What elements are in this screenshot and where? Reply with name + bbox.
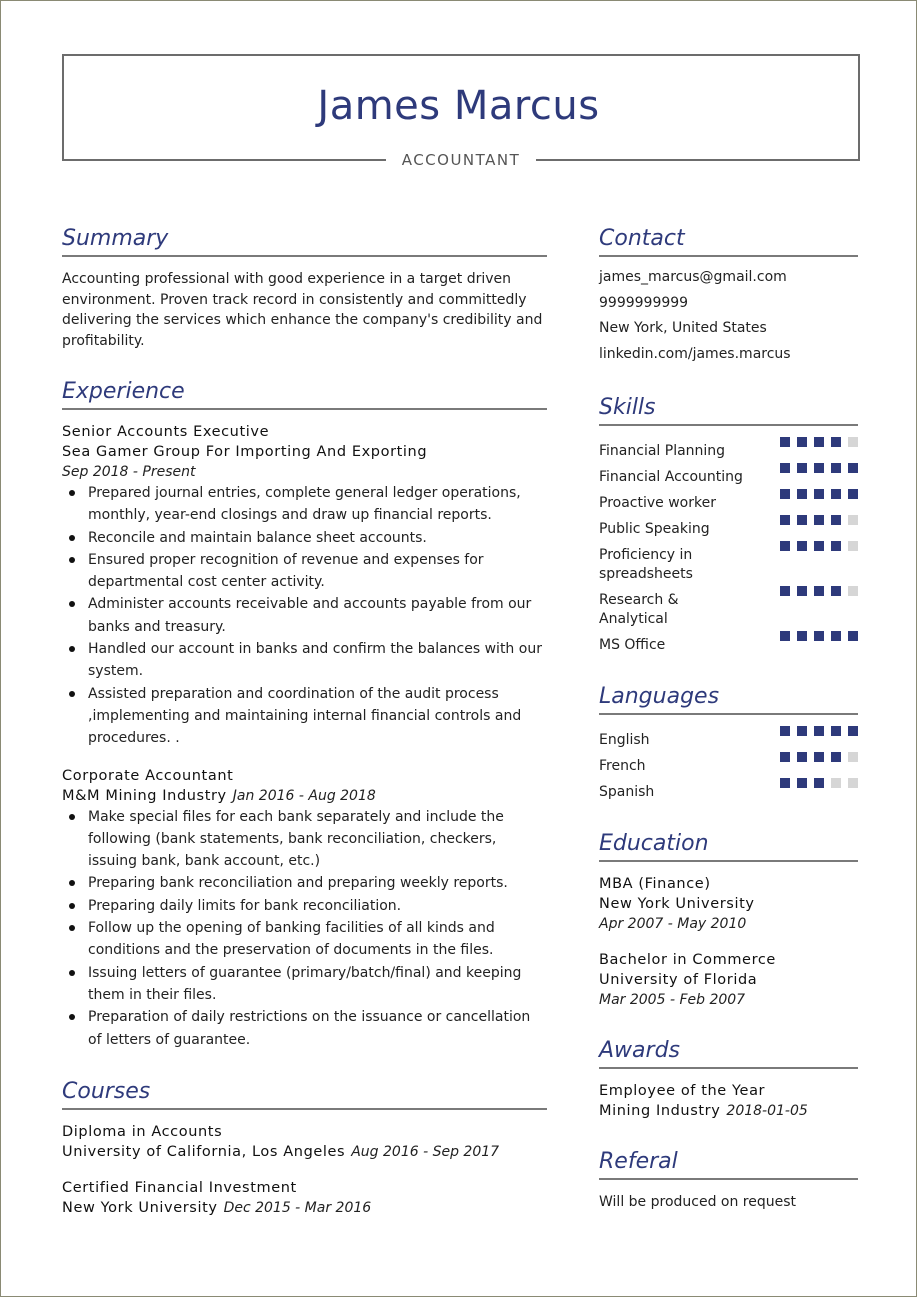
rating-dot-empty (848, 752, 858, 762)
rating-dot-filled (780, 631, 790, 641)
candidate-title: ACCOUNTANT (401, 151, 521, 169)
rating-dot-filled (831, 489, 841, 499)
skill-row (599, 438, 858, 464)
job-title-banner (386, 149, 536, 171)
rating-dot-filled (814, 437, 824, 447)
job-bullet: Preparation of daily restrictions on the issuance or cancellation of letters of guarantee. (62, 1006, 547, 1051)
job-dates: Jan 2016 - Aug 2018 (232, 787, 376, 804)
languages-list (599, 727, 858, 805)
language-row (599, 753, 858, 779)
job-bullet: Preparing daily limits for bank reconciliation. (62, 895, 547, 917)
education-dates: Mar 2005 - Feb 2007 (599, 992, 746, 1008)
rating-dot-filled (780, 489, 790, 499)
referral-heading: Referal (599, 1149, 858, 1180)
job-bullet: Assisted preparation and coordination of the audit process ,implementing and maintaining internal financial controls and procedures. . (62, 683, 547, 750)
course-school-line (62, 1198, 547, 1218)
skill-row (599, 516, 858, 542)
skill-row (599, 632, 858, 658)
rating-dot-empty (848, 541, 858, 551)
job-bullets (62, 482, 547, 750)
rating-dot-filled (831, 463, 841, 473)
rating-dot-filled (848, 726, 858, 736)
rating-dot-empty (848, 586, 858, 596)
rating-dot-filled (797, 752, 807, 762)
rating-dot-filled (814, 752, 824, 762)
course-school-line (62, 1142, 547, 1162)
job-bullet: Administer accounts receivable and accounts payable from our banks and treasury. (62, 593, 547, 638)
rating-dot-filled (831, 586, 841, 596)
job-company: Sea Gamer Group For Importing And Exporting (62, 444, 428, 460)
awards-heading: Awards (599, 1038, 858, 1069)
rating-dot-filled (797, 437, 807, 447)
job-bullet: Make special files for each bank separately and include the following (bank statements, bank reconciliation, checkers, issuing bank, bank account, etc.) (62, 806, 547, 873)
rating-dot-filled (797, 631, 807, 641)
right-column (599, 226, 858, 1213)
rating-dot-filled (780, 586, 790, 596)
rating-dot-filled (780, 437, 790, 447)
rating-dots (780, 463, 858, 473)
job-bullet: Preparing bank reconciliation and preparing weekly reports. (62, 872, 547, 894)
rating-dots (780, 631, 858, 641)
rating-dot-filled (848, 631, 858, 641)
skill-row (599, 490, 858, 516)
rating-dot-filled (814, 778, 824, 788)
rating-dot-empty (848, 515, 858, 525)
rating-dot-filled (797, 489, 807, 499)
course-school: University of California, Los Angeles (62, 1143, 346, 1160)
rating-dot-filled (780, 515, 790, 525)
job-dates: Sep 2018 - Present (62, 464, 196, 480)
rating-dot-filled (831, 541, 841, 551)
rating-dot-filled (780, 778, 790, 788)
rating-dot-filled (848, 463, 858, 473)
summary-heading: Summary (62, 226, 547, 257)
rating-dot-filled (797, 586, 807, 596)
rating-dot-empty (848, 437, 858, 447)
contact-location: New York, United States (599, 320, 767, 336)
rating-dot-filled (814, 489, 824, 499)
skill-label: Public Speaking (599, 520, 710, 537)
contact-linkedin[interactable]: linkedin.com/james.marcus (599, 345, 791, 362)
job-bullet: Reconcile and maintain balance sheet accounts. (62, 527, 547, 549)
rating-dot-filled (814, 726, 824, 736)
skill-label: Financial Planning (599, 442, 726, 459)
skill-row (599, 542, 858, 587)
job-bullet: Issuing letters of guarantee (primary/batch/final) and keeping them in their files. (62, 962, 547, 1007)
job-company-line (62, 786, 547, 806)
rating-dots (780, 752, 858, 762)
skill-label: Research & Analytical (599, 591, 679, 627)
rating-dot-filled (831, 726, 841, 736)
job-entry (62, 422, 547, 750)
rating-dots (780, 515, 858, 525)
rating-dot-empty (831, 778, 841, 788)
skill-label: Proficiency in spreadsheets (599, 546, 693, 582)
education-school: University of Florida (599, 972, 758, 988)
course-school: New York University (62, 1199, 218, 1216)
rating-dot-filled (780, 541, 790, 551)
skills-list (599, 438, 858, 658)
education-degree: Bachelor in Commerce (599, 952, 776, 968)
rating-dot-filled (831, 631, 841, 641)
rating-dot-filled (831, 752, 841, 762)
rating-dot-filled (814, 541, 824, 551)
course-dates: Aug 2016 - Sep 2017 (351, 1143, 500, 1160)
rating-dot-filled (814, 463, 824, 473)
rating-dot-filled (780, 752, 790, 762)
course-entry (62, 1122, 547, 1162)
rating-dots (780, 489, 858, 499)
contact-phone: 9999999999 (599, 294, 689, 311)
job-entry (62, 766, 547, 1051)
rating-dot-filled (797, 515, 807, 525)
rating-dot-filled (797, 778, 807, 788)
job-bullet: Follow up the opening of banking facilities of all kinds and conditions and the preservation of documents in the files. (62, 917, 547, 962)
rating-dots (780, 437, 858, 447)
courses-heading: Courses (62, 1079, 547, 1110)
language-row (599, 727, 858, 753)
summary-text: Accounting professional with good experience in a target driven environment. Proven track record in consistently and committedly delivering the services which enhance the company's credibility and profitability. (62, 271, 543, 349)
rating-dot-filled (831, 437, 841, 447)
award-date: 2018-01-05 (726, 1103, 808, 1119)
language-row (599, 779, 858, 805)
rating-dots (780, 586, 858, 596)
language-label: Spanish (599, 783, 655, 800)
rating-dot-empty (848, 778, 858, 788)
language-label: English (599, 731, 650, 748)
education-degree: MBA (Finance) (599, 876, 711, 892)
course-dates: Dec 2015 - Mar 2016 (223, 1199, 372, 1216)
rating-dots (780, 778, 858, 788)
job-title: Senior Accounts Executive (62, 424, 270, 440)
education-entry (599, 950, 858, 1010)
rating-dots (780, 541, 858, 551)
rating-dot-filled (814, 586, 824, 596)
job-bullet: Ensured proper recognition of revenue and expenses for departmental cost center activity. (62, 549, 547, 594)
rating-dot-filled (797, 541, 807, 551)
education-heading: Education (599, 831, 858, 862)
course-entry (62, 1178, 547, 1218)
skill-row (599, 464, 858, 490)
contact-email[interactable]: james_marcus@gmail.com (599, 269, 787, 285)
education-school: New York University (599, 896, 755, 912)
job-bullet: Prepared journal entries, complete general ledger operations, monthly, year-end closings and draw up financial reports. (62, 482, 547, 527)
skill-label: Proactive worker (599, 494, 716, 511)
skill-label: MS Office (599, 636, 666, 653)
rating-dots (780, 726, 858, 736)
job-company: M&M Mining Industry (62, 787, 227, 804)
left-column (62, 226, 547, 1218)
job-bullets (62, 806, 547, 1051)
rating-dot-filled (814, 631, 824, 641)
contact-heading: Contact (599, 226, 858, 257)
education-dates: Apr 2007 - May 2010 (599, 916, 747, 932)
rating-dot-filled (780, 463, 790, 473)
experience-heading: Experience (62, 379, 547, 410)
skill-row (599, 587, 858, 632)
award-org: Mining Industry (599, 1103, 721, 1119)
rating-dot-filled (848, 489, 858, 499)
education-entry (599, 874, 858, 934)
award-org-line (599, 1101, 858, 1121)
rating-dot-filled (780, 726, 790, 736)
rating-dot-filled (814, 515, 824, 525)
skill-label: Financial Accounting (599, 468, 743, 485)
skills-heading: Skills (599, 395, 858, 426)
rating-dot-filled (797, 463, 807, 473)
language-label: French (599, 757, 646, 774)
candidate-name: James Marcus (317, 83, 600, 129)
job-title: Corporate Accountant (62, 767, 234, 784)
award-title: Employee of the Year (599, 1083, 766, 1099)
course-name: Certified Financial Investment (62, 1179, 297, 1196)
referral-text: Will be produced on request (599, 1194, 797, 1210)
rating-dot-filled (831, 515, 841, 525)
languages-heading: Languages (599, 684, 858, 715)
job-bullet: Handled our account in banks and confirm the balances with our system. (62, 638, 547, 683)
course-name: Diploma in Accounts (62, 1123, 223, 1140)
rating-dot-filled (797, 726, 807, 736)
